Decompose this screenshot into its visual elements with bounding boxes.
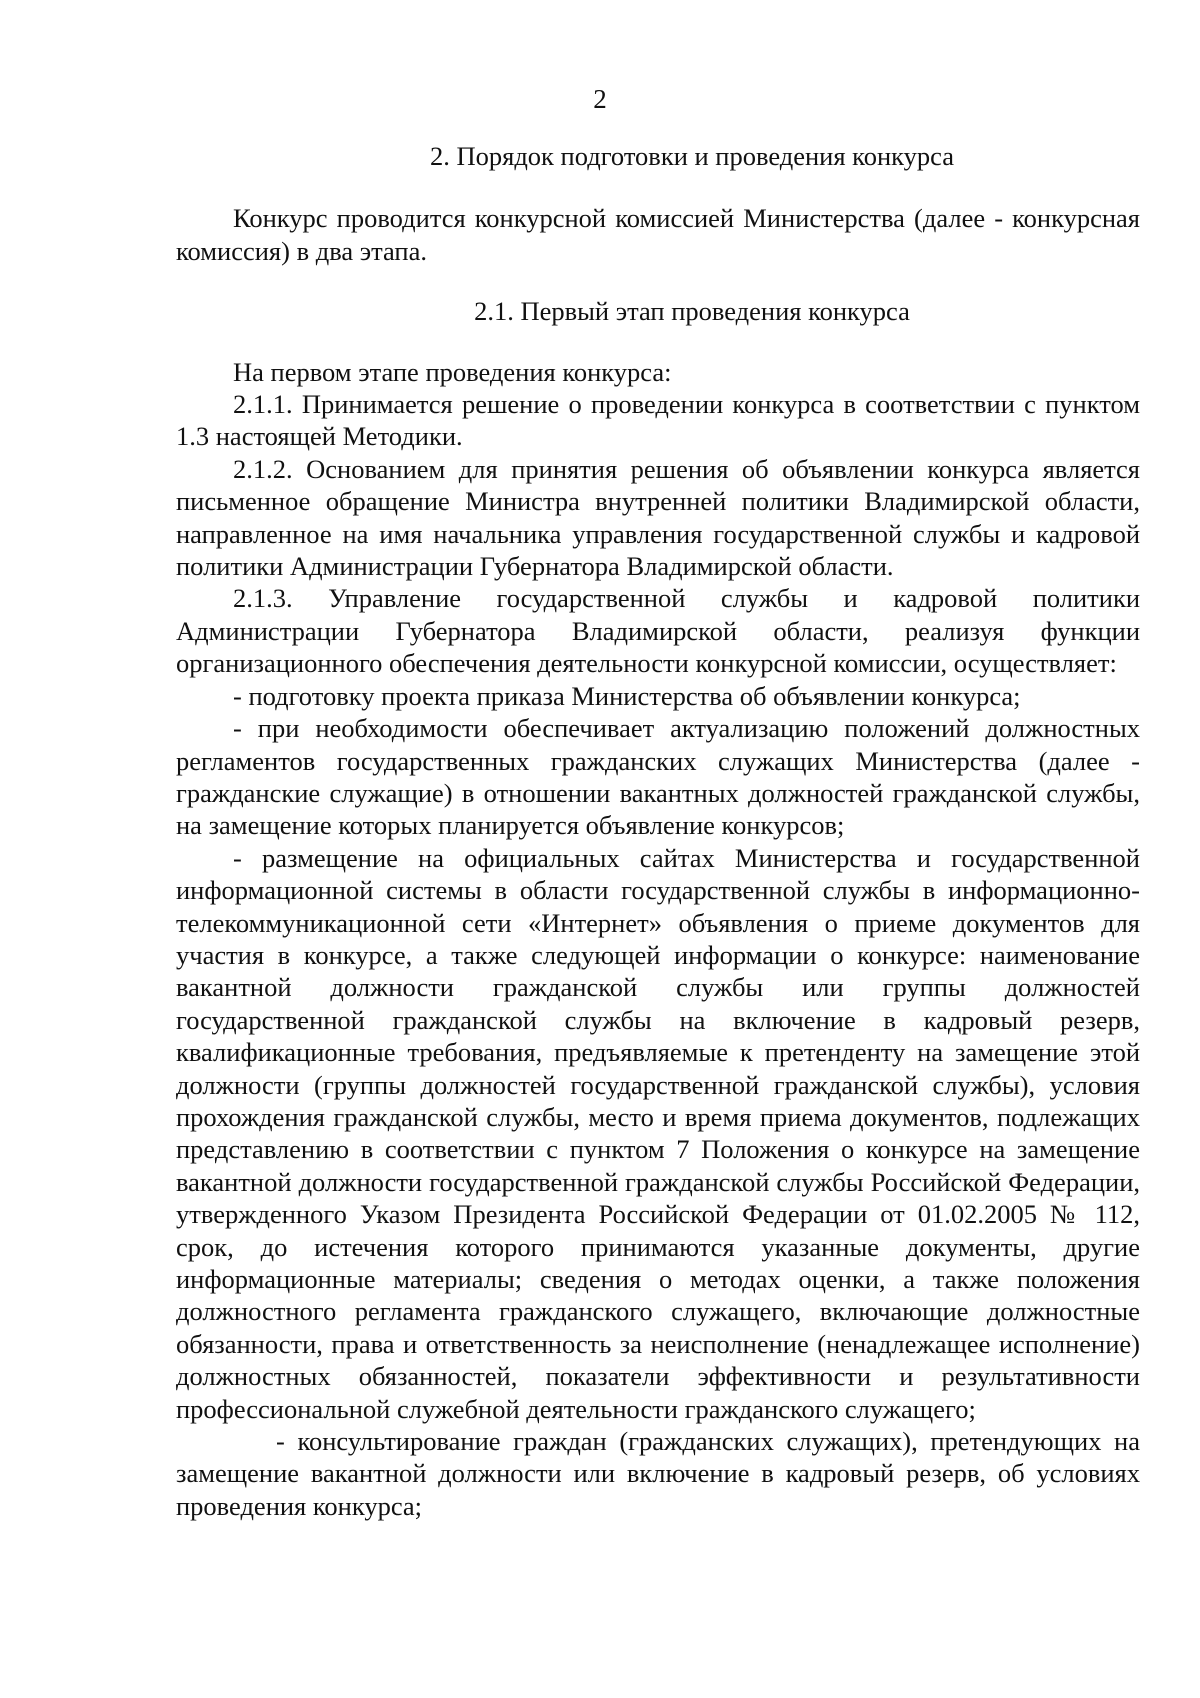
list-item-order-draft: - подготовку проекта приказа Министерства об объявлении конкурса; <box>233 680 1021 711</box>
subsection-heading: 2.1. Первый этап проведения конкурса <box>474 296 910 327</box>
list-item-consultation: - консультирование граждан (гражданских служащих), претендующих на замещение вакантной должности или включение в кадровый резерв, об условиях проведения конкурса; <box>176 1426 1140 1521</box>
paragraph-2-1-2: 2.1.2. Основанием для принятия решения об объявлении конкурса является письменное обращение Министра внутренней политики Владимирской области, направленное на имя начальника управления государственной службы и кадровой политики Администрации Губернатора Владимирской области. <box>176 453 1140 582</box>
document-body <box>176 140 1140 1522</box>
section-intro-paragraph: Конкурс проводится конкурсной комиссией Министерства (далее - конкурсная комиссия) в два этапа. <box>176 203 1140 266</box>
page-number: 2 <box>593 84 607 114</box>
paragraph-2-1-3: 2.1.3. Управление государственной службы и кадровой политики Администрации Губернатора Владимирской области, реализуя функции организационного обеспечения деятельности конкурсной комиссии, осуществляет: <box>176 583 1140 679</box>
list-item-regulations-update: - при необходимости обеспечивает актуализацию положений должностных регламентов государственных гражданских служащих Министерства (далее - гражданские служащие) в отношении вакантных должностей гражданской службы, на замещение которых планируется объявление конкурсов; <box>176 713 1140 841</box>
section-heading: 2. Порядок подготовки и проведения конкурса <box>430 141 954 171</box>
paragraph-first-stage-intro: На первом этапе проведения конкурса: <box>233 356 672 387</box>
paragraph-2-1-1: 2.1.1. Принимается решение о проведении конкурса в соответствии с пунктом 1.3 настоящей Методики. <box>176 389 1140 452</box>
list-item-website-publication: - размещение на официальных сайтах Министерства и государственной информационной системы в области государственной службы в информационно-телекоммуникационной сети «Интернет» объявления о приеме документов для участия в конкурсе, а также следующей информации о конкурсе: наименование вакантной должности гражданской службы или группы должностей государственной гражданской службы на включение в кадровый резерв, квалификационные требования, предъявляемые к претенденту на замещение этой должности (группы должностей государственной гражданской службы), условия прохождения гражданской службы, место и время приема документов, подлежащих представлению в соответствии с пунктом 7 Положения о конкурсе на замещение вакантной должности государственной гражданской службы Российской Федерации, утвержденного Указом Президента Российской Федерации от 01.02.2005 № 112, срок, до истечения которого принимаются указанные документы, другие информационные материалы; сведения о методах оценки, а также положения должностного регламента гражданского служащего, включающие должностные обязанности, права и ответственность за неисполнение (ненадлежащее исполнение) должностных обязанностей, показатели эффективности и результативности профессиональной служебной деятельности гражданского служащего; <box>176 842 1140 1424</box>
